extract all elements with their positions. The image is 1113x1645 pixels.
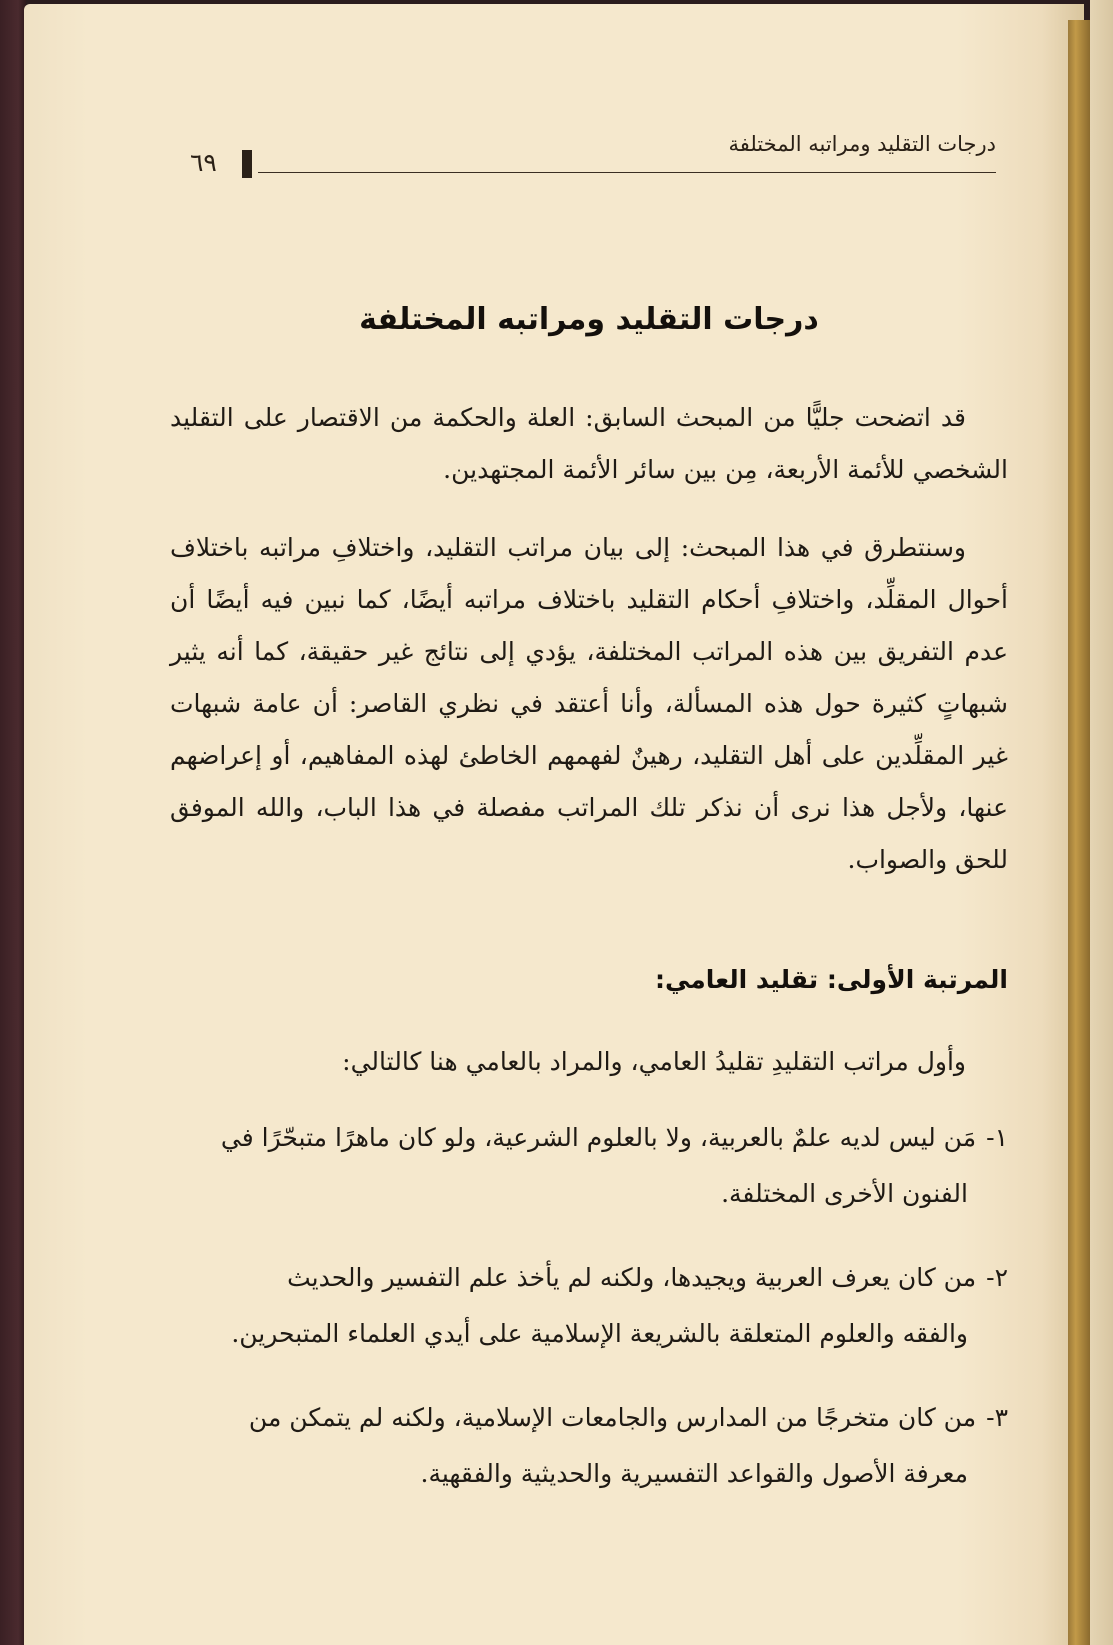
running-header xyxy=(170,130,1008,180)
header-rule xyxy=(258,172,996,173)
paragraph-2: وسنتطرق في هذا المبحث: إلى بيان مراتب التقليد، واختلافِ مراتبه باختلاف أحوال المقلِّد، واختلافِ أحكام التقليد باختلاف مراتبه أيضًا، كما نبين فيه أيضًا أن عدم التفريق بين هذه المراتب المختلفة، يؤدي إلى نتائج غير حقيقة، كما أنه يثير شبهاتٍ كثيرة حول هذه المسألة، وأنا أعتقد في نظري القاصر: أن عامة شبهات غير المقلِّدين على أهل التقليد، رهينٌ لفهمهم الخاطئ لهذه المفاهيم، أو إعراضهم عنها، ولأجل هذا نرى أن نذكر تلك المراتب مفصلة في هذا الباب، والله الموفق للحق والصواب. xyxy=(170,533,1008,874)
list-number: ٣- xyxy=(986,1403,1008,1432)
page-number: ٦٩ xyxy=(190,148,217,177)
list-text-first: من كان متخرجًا من المدارس والجامعات الإسلامية، ولكنه لم يتمكن من xyxy=(248,1403,977,1432)
list-text-first: من كان يعرف العربية ويجيدها، ولكنه لم يأخذ علم التفسير والحديث xyxy=(287,1263,977,1292)
list-text-rest: الفنون الأخرى المختلفة. xyxy=(721,1179,968,1208)
next-page-strip xyxy=(1090,0,1113,1645)
list-item-1 xyxy=(170,1110,1008,1222)
paragraph-1: قد اتضحت جليًّا من المبحث السابق: العلة والحكمة من الاقتصار على التقليد الشخصي للأئمة الأربعة، مِن بين سائر الأئمة المجتهدين. xyxy=(170,403,1008,484)
section-heading: المرتبة الأولى: تقليد العامي: xyxy=(655,965,1008,994)
list-number: ١- xyxy=(986,1123,1008,1152)
list-text-rest: معرفة الأصول والقواعد التفسيرية والحديثية والفقهية. xyxy=(420,1459,968,1488)
list-number: ٢- xyxy=(986,1263,1008,1292)
section-intro: وأول مراتب التقليدِ تقليدُ العامي، والمراد بالعامي هنا كالتالي: xyxy=(342,1047,966,1076)
running-title: درجات التقليد ومراتبه المختلفة xyxy=(728,132,996,156)
book-cover-left xyxy=(0,0,26,1645)
header-bar-mark xyxy=(242,150,252,178)
list-item-2 xyxy=(170,1250,1008,1362)
page-gilt-edge xyxy=(1068,20,1090,1645)
list-item-3 xyxy=(170,1390,1008,1502)
chapter-title: درجات التقليد ومراتبه المختلفة xyxy=(359,302,819,337)
list-text-first: مَن ليس لديه علمٌ بالعربية، ولا بالعلوم الشرعية، ولو كان ماهرًا متبحّرًا في xyxy=(220,1123,977,1152)
list-text-rest: والفقه والعلوم المتعلقة بالشريعة الإسلامية على أيدي العلماء المتبحرين. xyxy=(231,1319,968,1348)
